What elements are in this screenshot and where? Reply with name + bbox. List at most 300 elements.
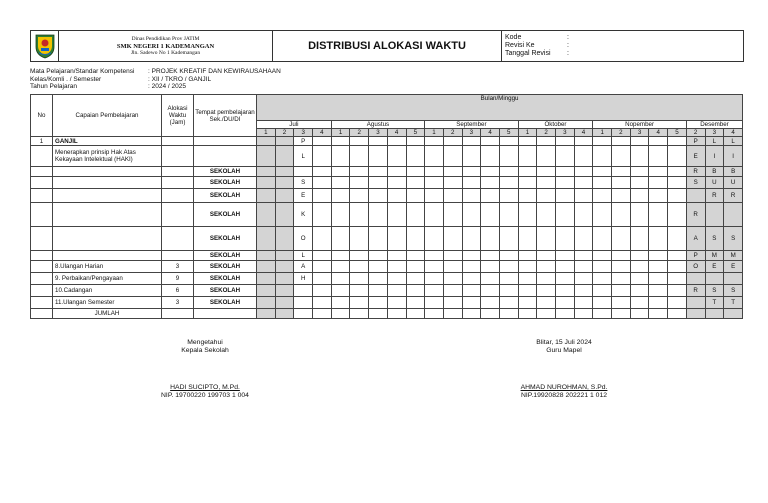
week-cell xyxy=(443,177,462,189)
week-cell xyxy=(556,273,575,285)
week-cell xyxy=(369,251,388,261)
week-cell xyxy=(668,261,687,273)
week-cell xyxy=(313,251,332,261)
week-cell xyxy=(387,177,406,189)
week-cell xyxy=(350,137,369,146)
week-cell-desember xyxy=(705,309,724,319)
week-cell xyxy=(443,309,462,319)
week-cell xyxy=(668,167,687,177)
cell-alokasi xyxy=(162,167,194,177)
week-cell xyxy=(556,167,575,177)
week-cell xyxy=(462,273,481,285)
week-cell xyxy=(462,251,481,261)
week-cell-desember: B xyxy=(724,167,743,177)
dinas-name: Dinas Pendidikan Prov JATIM xyxy=(131,35,200,42)
week-cell xyxy=(387,189,406,203)
week-header: 3 xyxy=(294,129,313,137)
week-cell xyxy=(649,189,668,203)
col-header-bulan-minggu: Bulan/Minggu xyxy=(257,95,743,121)
week-cell xyxy=(668,285,687,297)
week-cell xyxy=(556,189,575,203)
week-cell xyxy=(518,167,537,177)
week-cell xyxy=(462,177,481,189)
week-cell xyxy=(630,203,649,227)
week-cell xyxy=(612,167,631,177)
week-cell-desember xyxy=(705,273,724,285)
week-cell xyxy=(462,167,481,177)
week-cell xyxy=(556,227,575,251)
week-header: 2 xyxy=(612,129,631,137)
cell-no xyxy=(31,261,53,273)
week-cell xyxy=(649,297,668,309)
week-cell-desember: P xyxy=(686,137,705,146)
week-cell-desember: P xyxy=(686,251,705,261)
week-cell xyxy=(257,309,276,319)
week-cell xyxy=(350,146,369,167)
week-cell xyxy=(537,167,556,177)
week-cell-desember xyxy=(686,297,705,309)
week-cell-juli-3: O xyxy=(294,227,313,251)
week-cell xyxy=(499,167,518,177)
week-cell xyxy=(369,285,388,297)
week-cell xyxy=(481,309,500,319)
week-cell xyxy=(462,137,481,146)
week-header: 4 xyxy=(313,129,332,137)
week-cell-juli-3: H xyxy=(294,273,313,285)
week-cell xyxy=(593,309,612,319)
week-cell xyxy=(499,261,518,273)
week-cell xyxy=(443,251,462,261)
week-cell xyxy=(593,203,612,227)
week-cell xyxy=(574,251,593,261)
week-cell xyxy=(481,203,500,227)
week-cell xyxy=(649,227,668,251)
jatim-emblem-icon xyxy=(34,33,56,59)
week-cell xyxy=(481,251,500,261)
week-cell-desember: T xyxy=(705,297,724,309)
week-cell-desember: E xyxy=(705,261,724,273)
week-header: 5 xyxy=(406,129,425,137)
week-header: 3 xyxy=(630,129,649,137)
cell-no xyxy=(31,167,53,177)
cell-no xyxy=(31,251,53,261)
week-cell xyxy=(443,261,462,273)
week-cell xyxy=(668,309,687,319)
week-cell-juli-3: L xyxy=(294,146,313,167)
week-cell xyxy=(537,261,556,273)
cell-alokasi xyxy=(162,227,194,251)
cell-tempat xyxy=(194,146,257,167)
week-cell xyxy=(369,273,388,285)
field-tanggal-revisi: Tanggal Revisi : xyxy=(505,50,569,57)
cell-capaian: GANJIL xyxy=(53,137,162,146)
week-cell xyxy=(499,177,518,189)
week-cell xyxy=(537,177,556,189)
week-cell-desember: O xyxy=(686,261,705,273)
field-revisi: Revisi Ke : xyxy=(505,42,569,49)
week-cell xyxy=(331,261,350,273)
week-cell xyxy=(630,227,649,251)
week-cell xyxy=(257,273,276,285)
cell-tempat: SEKOLAH xyxy=(194,227,257,251)
school-address: Jln. Sadewo No 1 Kademangan xyxy=(130,49,201,56)
week-cell-desember: R xyxy=(686,167,705,177)
week-header: 2 xyxy=(275,129,294,137)
week-cell xyxy=(313,285,332,297)
allocation-table xyxy=(30,94,743,319)
week-cell xyxy=(574,189,593,203)
week-cell xyxy=(331,273,350,285)
week-cell xyxy=(387,203,406,227)
sign-right-nip: NIP.19920828 202221 1 012 xyxy=(520,392,608,399)
week-cell xyxy=(612,261,631,273)
week-cell xyxy=(443,285,462,297)
week-header: 4 xyxy=(481,129,500,137)
week-cell xyxy=(331,189,350,203)
week-cell xyxy=(425,227,444,251)
table-row xyxy=(31,146,743,167)
cell-capaian xyxy=(53,189,162,203)
week-cell xyxy=(574,227,593,251)
week-cell xyxy=(612,146,631,167)
table-row xyxy=(31,251,743,261)
week-cell-juli-3: P xyxy=(294,137,313,146)
week-cell xyxy=(668,297,687,309)
week-cell xyxy=(406,203,425,227)
week-header: 4 xyxy=(387,129,406,137)
week-cell xyxy=(387,309,406,319)
week-cell-desember: T xyxy=(724,297,743,309)
week-cell xyxy=(574,167,593,177)
week-cell xyxy=(462,227,481,251)
week-cell xyxy=(425,297,444,309)
week-cell xyxy=(518,177,537,189)
week-cell-desember: B xyxy=(705,167,724,177)
week-cell xyxy=(612,251,631,261)
school-name: SMK NEGERI 1 KADEMANGAN xyxy=(116,42,215,50)
week-cell xyxy=(612,177,631,189)
week-cell xyxy=(537,189,556,203)
week-cell-desember: I xyxy=(705,146,724,167)
month-header: Oktober xyxy=(518,121,593,129)
col-header-no: No xyxy=(31,95,53,137)
week-cell xyxy=(630,251,649,261)
week-cell xyxy=(556,309,575,319)
week-cell xyxy=(313,137,332,146)
week-cell xyxy=(630,146,649,167)
week-cell xyxy=(443,146,462,167)
week-header: 2 xyxy=(350,129,369,137)
document-control-fields xyxy=(502,31,744,62)
cell-alokasi xyxy=(162,177,194,189)
week-cell xyxy=(518,251,537,261)
table-row xyxy=(31,177,743,189)
week-cell xyxy=(574,146,593,167)
week-cell xyxy=(443,227,462,251)
sign-left-name: HADI SUCIPTO, M.Pd. xyxy=(170,384,240,391)
table-row xyxy=(31,137,743,146)
week-cell xyxy=(313,167,332,177)
week-cell xyxy=(313,261,332,273)
week-cell xyxy=(443,203,462,227)
week-cell xyxy=(350,297,369,309)
week-cell xyxy=(350,189,369,203)
week-cell xyxy=(518,203,537,227)
cell-tempat: SEKOLAH xyxy=(194,297,257,309)
week-cell-desember xyxy=(686,309,705,319)
week-cell xyxy=(612,189,631,203)
col-header-alokasi: Alokasi Waktu (Jam) xyxy=(162,95,194,137)
week-cell xyxy=(499,146,518,167)
week-cell xyxy=(257,227,276,251)
week-cell xyxy=(462,297,481,309)
cell-no xyxy=(31,227,53,251)
week-cell xyxy=(257,167,276,177)
week-cell xyxy=(481,227,500,251)
week-cell xyxy=(518,273,537,285)
week-cell xyxy=(481,177,500,189)
school-logo-cell xyxy=(31,31,59,62)
week-cell xyxy=(387,273,406,285)
week-cell xyxy=(425,251,444,261)
table-row xyxy=(31,297,743,309)
week-cell xyxy=(593,273,612,285)
week-cell xyxy=(556,297,575,309)
cell-no xyxy=(31,177,53,189)
cell-capaian: 11.Ulangan Semester xyxy=(53,297,162,309)
week-cell-desember: R xyxy=(724,189,743,203)
week-cell xyxy=(462,285,481,297)
week-cell xyxy=(369,309,388,319)
week-cell xyxy=(556,261,575,273)
week-cell xyxy=(406,146,425,167)
week-cell xyxy=(275,167,294,177)
week-cell xyxy=(630,309,649,319)
week-cell xyxy=(574,137,593,146)
week-cell xyxy=(257,146,276,167)
week-cell xyxy=(612,297,631,309)
cell-no xyxy=(31,285,53,297)
week-cell xyxy=(257,137,276,146)
cell-tempat: SEKOLAH xyxy=(194,251,257,261)
week-cell xyxy=(499,251,518,261)
week-cell xyxy=(481,285,500,297)
week-cell xyxy=(443,189,462,203)
week-cell-desember: R xyxy=(686,285,705,297)
week-header: 2 xyxy=(443,129,462,137)
week-cell xyxy=(369,203,388,227)
week-cell xyxy=(350,177,369,189)
week-cell xyxy=(537,146,556,167)
week-cell xyxy=(406,285,425,297)
week-cell-juli-3: S xyxy=(294,177,313,189)
cell-alokasi: 9 xyxy=(162,273,194,285)
week-cell xyxy=(499,189,518,203)
week-cell xyxy=(649,251,668,261)
week-cell xyxy=(313,309,332,319)
week-cell xyxy=(630,137,649,146)
week-cell xyxy=(499,309,518,319)
week-cell xyxy=(593,251,612,261)
meta-row-subject: Mata Pelajaran/Standar Kompetensi : PROJEK KREATIF DAN KEWIRAUSAHAAN xyxy=(30,68,281,75)
cell-capaian: JUMLAH xyxy=(53,309,162,319)
week-cell-juli-3 xyxy=(294,309,313,319)
week-header: 1 xyxy=(593,129,612,137)
week-cell xyxy=(537,273,556,285)
week-cell xyxy=(593,227,612,251)
week-cell xyxy=(481,297,500,309)
week-header: 1 xyxy=(257,129,276,137)
week-cell xyxy=(593,189,612,203)
week-cell xyxy=(406,227,425,251)
week-header: 1 xyxy=(331,129,350,137)
week-cell xyxy=(425,203,444,227)
week-cell-desember: U xyxy=(705,177,724,189)
week-cell xyxy=(630,273,649,285)
week-cell xyxy=(387,146,406,167)
week-cell xyxy=(481,261,500,273)
month-header: Desember xyxy=(686,121,742,129)
week-cell xyxy=(593,177,612,189)
field-kode: Kode : xyxy=(505,34,569,41)
cell-alokasi xyxy=(162,137,194,146)
week-cell xyxy=(275,261,294,273)
week-cell xyxy=(350,227,369,251)
week-cell xyxy=(425,146,444,167)
week-cell-desember xyxy=(724,203,743,227)
week-cell xyxy=(257,251,276,261)
week-cell xyxy=(556,285,575,297)
cell-tempat: SEKOLAH xyxy=(194,261,257,273)
week-cell-desember: I xyxy=(724,146,743,167)
week-cell xyxy=(462,309,481,319)
week-cell xyxy=(425,189,444,203)
week-header: 2 xyxy=(537,129,556,137)
week-cell xyxy=(668,273,687,285)
week-header: 4 xyxy=(574,129,593,137)
week-cell xyxy=(518,261,537,273)
week-cell xyxy=(556,251,575,261)
cell-no xyxy=(31,309,53,319)
week-cell xyxy=(612,137,631,146)
signature-right xyxy=(494,339,634,400)
cell-tempat: SEKOLAH xyxy=(194,285,257,297)
week-cell xyxy=(275,177,294,189)
week-cell xyxy=(649,137,668,146)
week-cell xyxy=(275,251,294,261)
cell-no xyxy=(31,273,53,285)
week-cell xyxy=(331,227,350,251)
week-cell-desember: E xyxy=(686,146,705,167)
week-cell xyxy=(537,309,556,319)
week-cell xyxy=(443,273,462,285)
week-cell xyxy=(518,227,537,251)
week-cell xyxy=(574,203,593,227)
week-cell xyxy=(331,251,350,261)
week-cell xyxy=(593,137,612,146)
week-cell xyxy=(425,309,444,319)
week-cell xyxy=(369,167,388,177)
week-cell xyxy=(668,203,687,227)
week-cell xyxy=(387,167,406,177)
table-row xyxy=(31,261,743,273)
week-cell xyxy=(275,285,294,297)
meta-row-class: Kelas/Komli . / Semester : XII / TKRO / GANJIL xyxy=(30,75,212,83)
week-cell xyxy=(387,227,406,251)
week-cell xyxy=(593,261,612,273)
week-cell xyxy=(387,285,406,297)
week-cell-desember xyxy=(686,189,705,203)
week-cell xyxy=(406,273,425,285)
week-cell xyxy=(630,167,649,177)
week-cell xyxy=(556,177,575,189)
week-cell xyxy=(593,285,612,297)
week-cell xyxy=(649,285,668,297)
week-cell-desember: S xyxy=(724,285,743,297)
week-cell xyxy=(574,177,593,189)
table-row xyxy=(31,309,743,319)
week-header: 5 xyxy=(499,129,518,137)
document-header xyxy=(30,30,744,62)
cell-tempat: SEKOLAH xyxy=(194,273,257,285)
week-cell xyxy=(425,285,444,297)
week-cell xyxy=(387,261,406,273)
week-cell-desember xyxy=(724,309,743,319)
week-cell xyxy=(257,297,276,309)
week-cell xyxy=(425,273,444,285)
cell-no xyxy=(31,146,53,167)
week-cell xyxy=(369,146,388,167)
week-cell xyxy=(406,297,425,309)
week-cell xyxy=(556,203,575,227)
week-cell xyxy=(481,273,500,285)
week-cell-juli-3 xyxy=(294,285,313,297)
week-cell xyxy=(481,189,500,203)
table-row xyxy=(31,167,743,177)
week-header: 4 xyxy=(649,129,668,137)
cell-tempat: SEKOLAH xyxy=(194,167,257,177)
sign-left-line2: Kepala Sekolah xyxy=(181,347,229,354)
week-cell xyxy=(668,251,687,261)
week-cell xyxy=(425,261,444,273)
week-cell xyxy=(518,189,537,203)
cell-capaian: Menerapkan prinsip Hak Atas Kekayaan Intelektual (HAKI) xyxy=(53,146,162,167)
sign-left-line1: Mengetahui xyxy=(187,339,223,346)
sign-left-nip: NIP. 19700220 199703 1 004 xyxy=(161,392,249,399)
signature-left xyxy=(145,339,265,400)
week-cell xyxy=(612,285,631,297)
week-header: 4 xyxy=(724,129,743,137)
week-cell xyxy=(537,251,556,261)
week-cell xyxy=(350,167,369,177)
week-cell xyxy=(649,273,668,285)
week-cell xyxy=(462,189,481,203)
week-cell xyxy=(612,203,631,227)
cell-capaian xyxy=(53,167,162,177)
week-cell xyxy=(331,203,350,227)
week-cell xyxy=(499,137,518,146)
week-cell xyxy=(275,189,294,203)
cell-tempat xyxy=(194,137,257,146)
week-header: 5 xyxy=(668,129,687,137)
week-cell xyxy=(350,261,369,273)
week-header: 1 xyxy=(425,129,444,137)
week-cell xyxy=(331,146,350,167)
week-cell xyxy=(574,261,593,273)
week-cell xyxy=(574,309,593,319)
week-cell xyxy=(369,137,388,146)
week-cell-desember: S xyxy=(705,227,724,251)
